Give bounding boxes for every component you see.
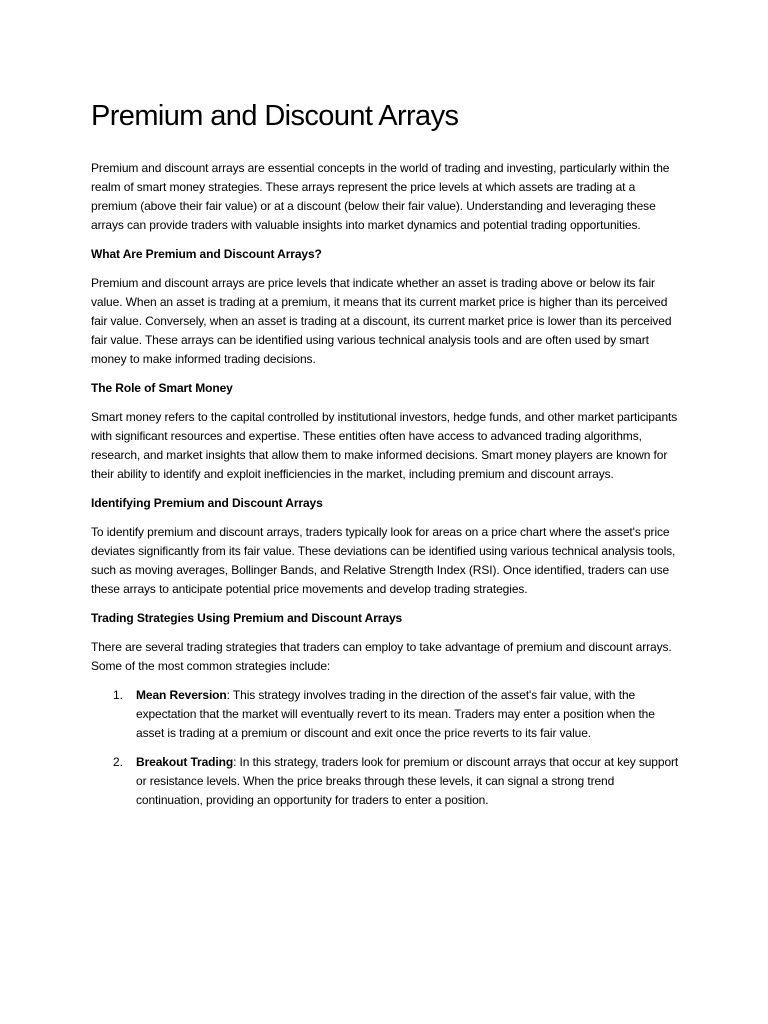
section-heading: Trading Strategies Using Premium and Discount Arrays xyxy=(91,611,403,625)
list-item xyxy=(91,686,681,743)
section-what-are xyxy=(91,245,681,369)
section-body: To identify premium and discount arrays, traders typically look for areas on a price chart where the asset's price deviates significantly from its fair value. These deviations can be identified using various technical analysis tools, such as moving averages, Bollinger Bands, and Relative Strength Index (RSI). Once identified, traders can use these arrays to anticipate potential price movements and develop trading strategies. xyxy=(91,525,676,596)
list-text: : This strategy involves trading in the direction of the asset's fair value, with the expectation that the market will eventually revert to its mean. Traders may enter a position when the asset is trading at a premium or discount and exit once the price reverts to its fair value. xyxy=(136,688,655,740)
list-text: : In this strategy, traders look for premium or discount arrays that occur at key support or resistance levels. When the price breaks through these levels, it can signal a strong trend continuation, providing an opportunity for traders to enter a position. xyxy=(136,755,679,807)
section-body: Smart money refers to the capital controlled by institutional investors, hedge funds, and other market participants with significant resources and expertise. These entities often have access to advanced trading algorithms, research, and market insights that allow them to make informed decisions. Smart money players are known for their ability to identify and exploit inefficiencies in the market, including premium and discount arrays. xyxy=(91,410,678,481)
list-number: 2. xyxy=(113,755,123,769)
section-identifying xyxy=(91,494,681,599)
section-heading: Identifying Premium and Discount Arrays xyxy=(91,496,323,510)
section-heading: What Are Premium and Discount Arrays? xyxy=(91,247,322,261)
section-body: Premium and discount arrays are price levels that indicate whether an asset is trading above or below its fair value. When an asset is trading at a premium, it means that its current market price is higher than its perceived fair value. Conversely, when an asset is trading at a discount, its current market price is lower than its perceived fair value. These arrays can be identified using various technical analysis tools and are often used by smart money to make informed trading decisions. xyxy=(91,276,672,366)
document-page xyxy=(91,95,681,820)
section-strategies xyxy=(91,609,681,676)
section-smart-money xyxy=(91,379,681,484)
intro-paragraph: Premium and discount arrays are essential concepts in the world of trading and investing, particularly within the realm of smart money strategies. These arrays represent the price levels at which assets are trading at a premium (above their fair value) or at a discount (below their fair value). Understanding and leveraging these arrays can provide traders with valuable insights into market dynamics and potential trading opportunities. xyxy=(91,161,670,232)
list-term: Breakout Trading xyxy=(136,755,234,769)
list-number: 1. xyxy=(113,688,123,702)
list-term: Mean Reversion xyxy=(136,688,227,702)
section-body: There are several trading strategies that traders can employ to take advantage of premium and discount arrays. Some of the most common strategies include: xyxy=(91,640,672,673)
section-heading: The Role of Smart Money xyxy=(91,381,233,395)
strategy-list xyxy=(91,686,681,810)
document-title: Premium and Discount Arrays xyxy=(91,100,459,132)
list-item xyxy=(91,753,681,810)
